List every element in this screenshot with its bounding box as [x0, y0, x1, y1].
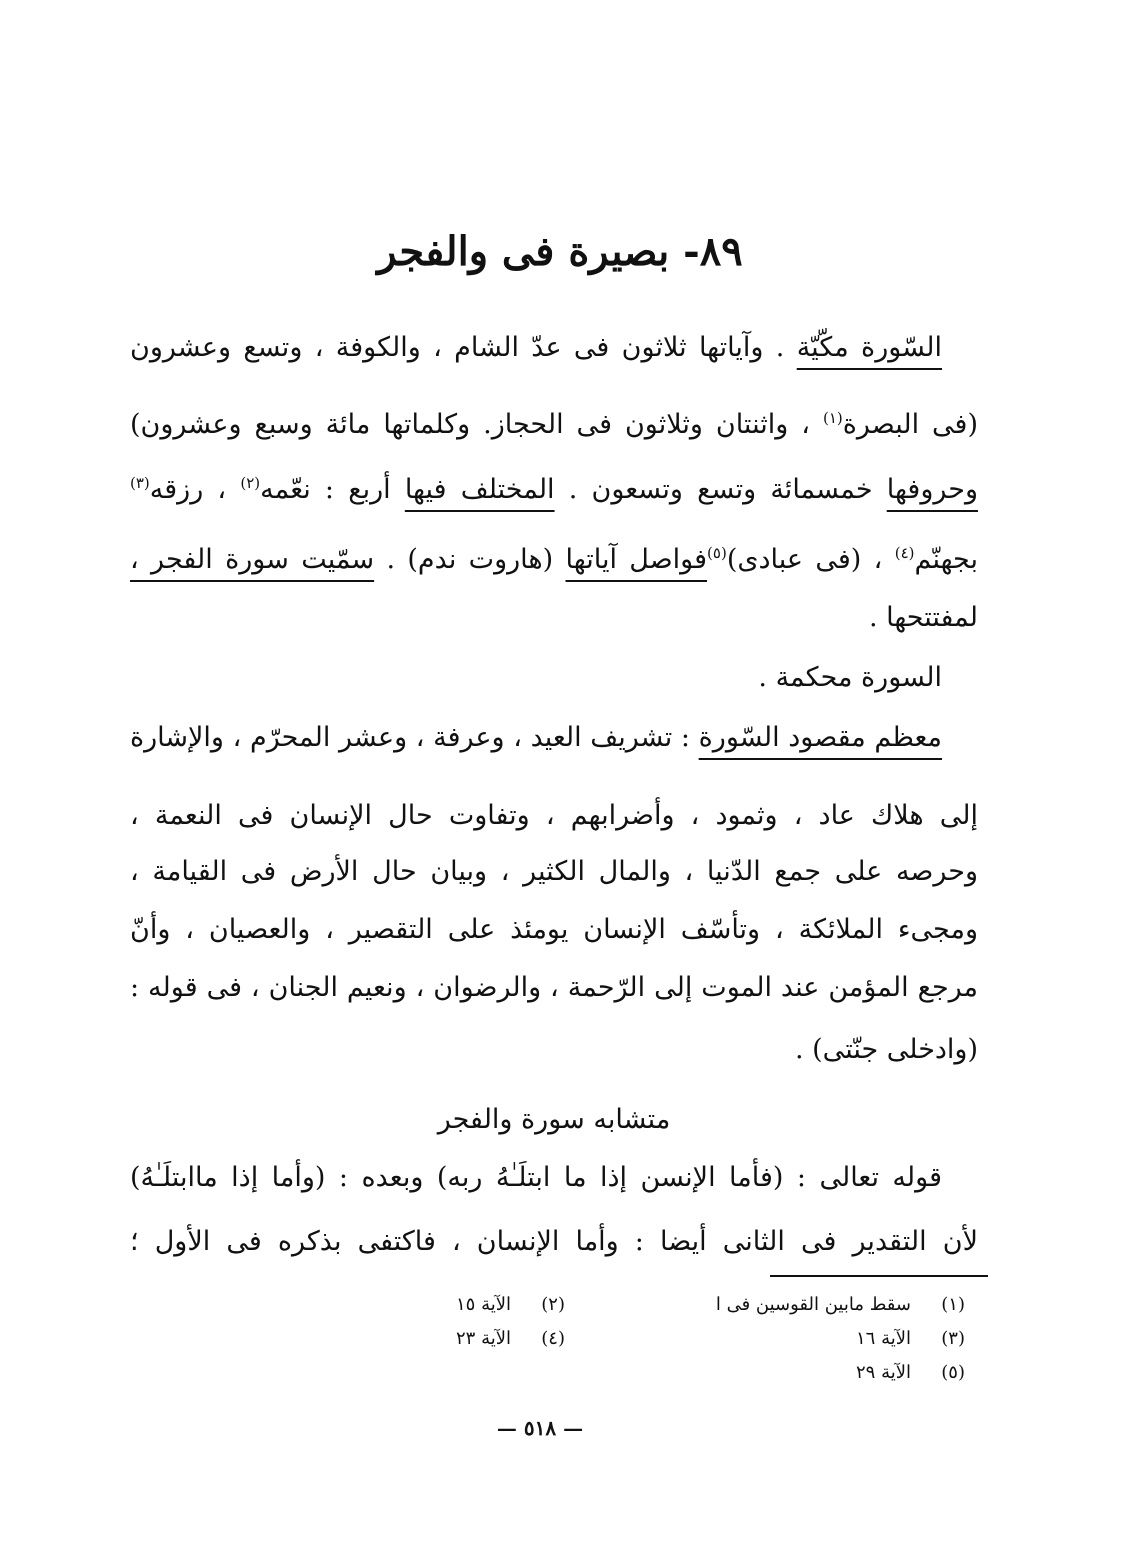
section-subheading: متشابه سورة والفجر [437, 1104, 671, 1135]
body-text: ، (فى عبادى) [726, 544, 895, 575]
footnote-number: (٢) [541, 1294, 565, 1315]
footnote-text: الآية ٢٩ [856, 1362, 911, 1383]
footnote-ref: (٢) [240, 474, 261, 492]
footnote-ref: (٣) [130, 474, 150, 492]
footnote-text: الآية ١٦ [856, 1328, 911, 1349]
body-line-5: لمفتتحها . [868, 602, 978, 633]
page-number: — ٥١٨ — [496, 1416, 584, 1440]
footnote-ref: (١) [822, 409, 843, 427]
body-line-14: لأن التقدير فى الثانى أيضا : وأما الإنسان ، فاكتفى بذكره فى الأول ؛ [130, 1226, 978, 1257]
footnote-text: الآية ٢٣ [456, 1328, 511, 1349]
body-line-4 [130, 533, 978, 580]
footnote-text: سقط مابين القوسين فى ا [715, 1294, 911, 1315]
body-line-10: ومجىء الملائكة ، وتأسّف الإنسان يومئذ على التقصير ، والعصيان ، وأنّ [130, 914, 978, 945]
body-text: (فى البصرة [842, 409, 978, 440]
body-line-6: السورة محكمة . [758, 662, 942, 693]
footnote-text: الآية ١٥ [456, 1294, 511, 1315]
underlined-phrase: فواصل آياتها [565, 544, 708, 575]
body-text: خمسمائة وتسع وتسعون . [554, 474, 887, 505]
footnote-number: (٣) [941, 1328, 965, 1349]
body-text: بجهنّم [914, 544, 978, 575]
footnote-ref: (٥) [707, 544, 727, 562]
footnote-1 [716, 1292, 965, 1318]
underlined-phrase: وحروفها [886, 474, 978, 505]
footnote-5 [856, 1360, 965, 1386]
underlined-phrase: معظم مقصود السّورة [698, 722, 942, 753]
body-line-13: قوله تعالى : (فأما الإنسن إذا ما ابتلَـٰهُ ربه) وبعده : (وأما إذا ماابتلَـٰهُ) [130, 1162, 942, 1193]
footnote-ref: (٤) [894, 544, 915, 562]
footnote-separator [770, 1275, 988, 1277]
footnote-number: (٤) [541, 1328, 565, 1349]
body-line-2 [130, 398, 978, 445]
body-line-12: (وادخلى جنّتى) . [794, 1034, 978, 1065]
underlined-phrase: سمّيت سورة الفجر ، [130, 544, 375, 575]
underlined-phrase: المختلف فيها [404, 474, 555, 505]
body-text: (هاروت ندم) . [374, 544, 566, 575]
body-text: أربع : نعّمه [260, 474, 405, 505]
body-text: ، واثنتان وثلاثون فى الحجاز. وكلماتها مائة وسبع وعشرون) [130, 409, 823, 440]
chapter-title: ٨٩- بصيرة فى والفجر [377, 228, 743, 275]
body-line-8: إلى هلاك عاد ، وثمود ، وأضرابهم ، وتفاوت حال الإنسان فى النعمة ، [130, 800, 978, 831]
footnote-number: (٥) [941, 1362, 965, 1383]
body-line-11: مرجع المؤمن عند الموت إلى الرّحمة ، والرضوان ، ونعيم الجنان ، فى قوله : [130, 972, 978, 1003]
underlined-phrase: السّورة مكّيّة [796, 332, 942, 363]
footnote-4 [456, 1326, 565, 1352]
body-text: . وآياتها ثلاثون فى عدّ الشام ، والكوفة ، وتسع وعشرون [130, 332, 797, 363]
footnote-2 [456, 1292, 565, 1318]
body-text: : تشريف العيد ، وعرفة ، وعشر المحرّم ، والإشارة [130, 722, 699, 753]
body-line-7 [130, 718, 942, 758]
footnote-3 [856, 1326, 965, 1352]
footnote-number: (١) [941, 1294, 965, 1315]
body-line-3 [130, 463, 978, 510]
body-line-1 [130, 328, 942, 368]
body-line-9: وحرصه على جمع الدّنيا ، والمال الكثير ، وبيان حال الأرض فى القيامة ، [130, 856, 978, 887]
body-text: ، رزقه [149, 474, 241, 505]
